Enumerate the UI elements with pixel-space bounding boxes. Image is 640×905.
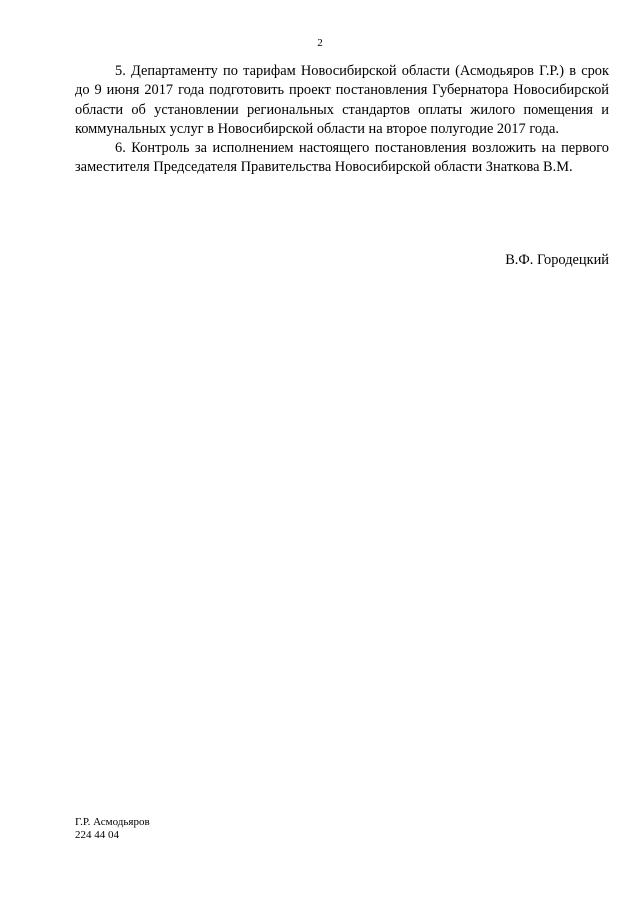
paragraph-5: 5. Департаменту по тарифам Новосибирской области (Асмодьяров Г.Р.) в срок до 9 июня 2017 года подготовить проект постановления Губернатора Новосибирской области об установлении региональных стандартов оплаты жилого помещения и коммунальных услуг в Новосибирской области на второе полугодие 2017 года. — [75, 63, 609, 137]
executor-phone: 224 44 04 — [75, 829, 119, 841]
paragraph-6: 6. Контроль за исполнением настоящего постановления возложить на первого заместителя Председателя Правительства Новосибирской области Знаткова В.М. — [75, 140, 609, 176]
executor-block — [75, 816, 150, 842]
signature: В.Ф. Городецкий — [505, 252, 609, 268]
executor-name: Г.Р. Асмодьяров — [75, 816, 150, 828]
page-number: 2 — [317, 37, 323, 49]
document-body — [75, 62, 609, 178]
